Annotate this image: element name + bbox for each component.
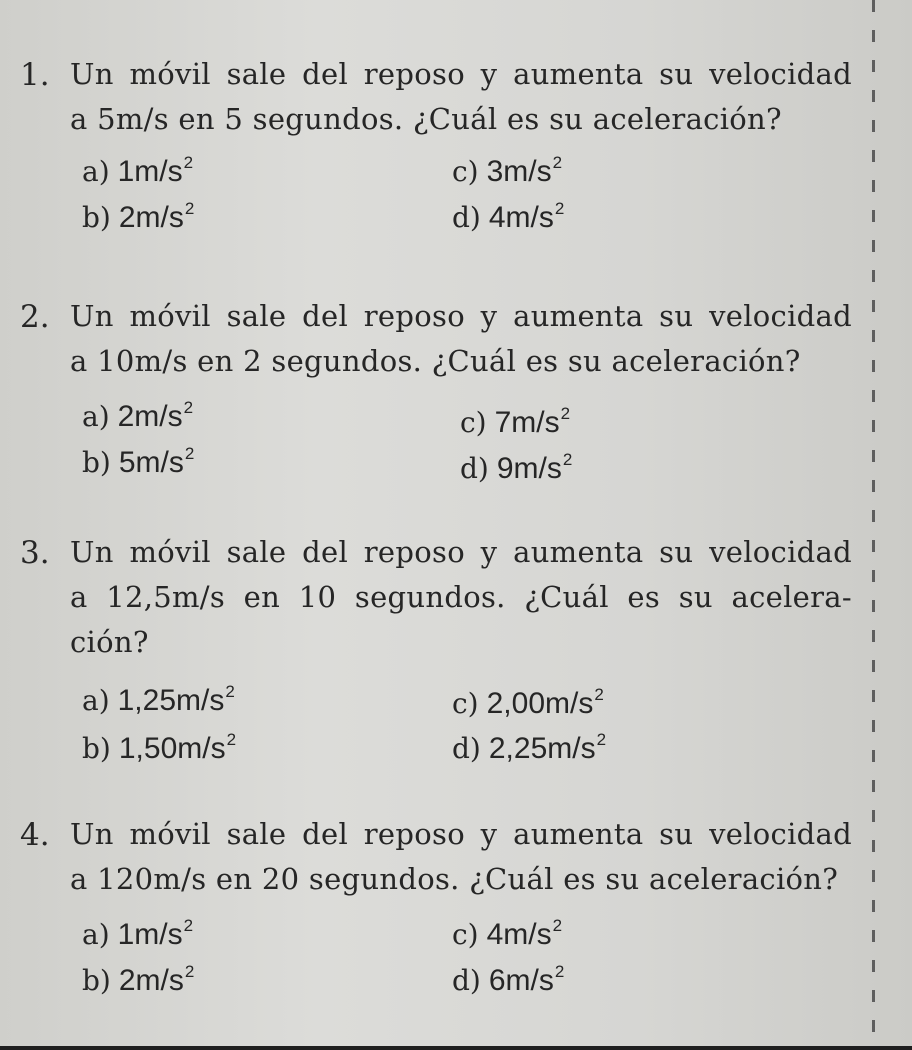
option-c (452, 143, 562, 193)
question-line: Un móvil sale del reposo y aumenta su velocidad (70, 299, 852, 333)
option-c (460, 394, 570, 444)
question-line: Un móvil sale del reposo y aumenta su velocidad (70, 57, 852, 91)
question-number: 2. (20, 299, 50, 335)
option-value: $4m/s^2$ (486, 916, 563, 951)
option-letter: d) (452, 732, 481, 765)
option-value: $1,50m/s^2$ (118, 730, 237, 765)
option-value: $3m/s^2$ (486, 153, 563, 188)
option-value: $1,25m/s^2$ (117, 682, 235, 717)
option-d (452, 189, 564, 239)
question-number: 3. (20, 535, 50, 571)
option-d (452, 952, 564, 1002)
option-value: $4m/s^2$ (488, 199, 565, 234)
question-text (70, 52, 860, 142)
option-letter: a) (82, 918, 110, 951)
question-number: 4. (20, 817, 50, 853)
option-c (452, 675, 604, 725)
option-letter: c) (452, 155, 479, 188)
option-value: $1m/s^2$ (117, 153, 194, 188)
option-b (82, 952, 194, 1002)
option-value: $6m/s^2$ (488, 962, 565, 997)
option-value: $7m/s^2$ (494, 404, 571, 439)
option-letter: c) (452, 918, 479, 951)
option-letter: a) (82, 684, 110, 717)
question-line: a 120m/s en 20 segundos. ¿Cuál es su aceleración? (70, 862, 839, 896)
option-b (82, 434, 194, 484)
question-text (70, 530, 860, 665)
option-letter: b) (82, 446, 111, 479)
question-line: Un móvil sale del reposo y aumenta su velocidad (70, 535, 852, 569)
option-a (82, 143, 193, 193)
option-value: $9m/s^2$ (496, 450, 573, 485)
option-value: $2m/s^2$ (117, 398, 194, 433)
option-c (452, 906, 562, 956)
question-line: a 10m/s en 2 segundos. ¿Cuál es su aceleración? (70, 344, 801, 378)
option-value: $2,25m/s^2$ (488, 730, 607, 765)
option-value: $2m/s^2$ (118, 962, 195, 997)
question-line: a 12,5m/s en 10 segundos. ¿Cuál es su acelera- (70, 580, 852, 614)
option-value: $5m/s^2$ (118, 444, 195, 479)
option-letter: b) (82, 201, 111, 234)
cut-line-divider (870, 0, 878, 1050)
option-letter: d) (452, 964, 481, 997)
question-line: a 5m/s en 5 segundos. ¿Cuál es su aceleración? (70, 102, 782, 136)
option-value: $1m/s^2$ (117, 916, 194, 951)
question-line: ción? (70, 625, 149, 659)
option-letter: d) (452, 201, 481, 234)
question-line: Un móvil sale del reposo y aumenta su velocidad (70, 817, 852, 851)
option-letter: b) (82, 964, 111, 997)
option-value: $2m/s^2$ (118, 199, 195, 234)
question-text (70, 812, 860, 902)
question-text (70, 294, 860, 384)
option-letter: d) (460, 452, 489, 485)
option-letter: a) (82, 400, 110, 433)
option-letter: c) (460, 406, 487, 439)
question-number: 1. (20, 57, 50, 93)
option-letter: c) (452, 687, 479, 720)
option-a (82, 906, 193, 956)
option-value: $2,00m/s^2$ (486, 685, 604, 720)
option-a (82, 388, 193, 438)
option-d (452, 720, 606, 770)
option-b (82, 189, 194, 239)
option-letter: b) (82, 732, 111, 765)
option-b (82, 720, 236, 770)
option-letter: a) (82, 155, 110, 188)
option-d (460, 440, 572, 490)
page-bottom-edge (0, 1046, 912, 1050)
option-a (82, 672, 235, 722)
